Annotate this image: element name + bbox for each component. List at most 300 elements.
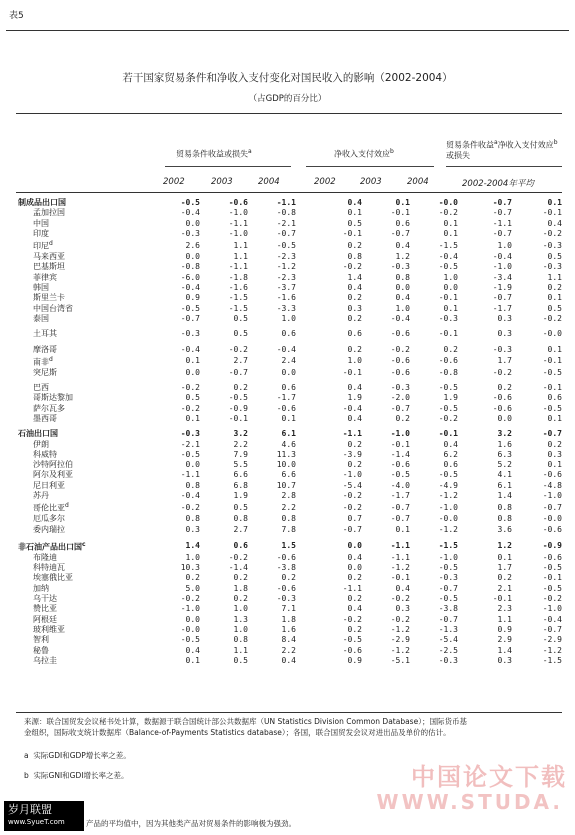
value-cell: 0.4 — [395, 240, 410, 250]
row-label-text: 突尼斯 — [33, 367, 57, 377]
row-label-text: 非石油产品出口国 — [18, 542, 82, 552]
row-label-text: 委内瑞拉 — [33, 524, 65, 534]
value-cell: 0.0 — [497, 413, 512, 423]
value-cell: -0.4 — [180, 208, 200, 218]
value-cell: -1.7 — [276, 393, 296, 403]
table-row — [16, 208, 562, 218]
value-cell: 0.6 — [281, 383, 296, 393]
row-label-text: 印度 — [33, 228, 49, 238]
value-cell: 1.0 — [281, 313, 296, 323]
value-cell: 1.3 — [233, 614, 248, 624]
footnote-mark: a — [494, 139, 498, 146]
row-label — [16, 615, 142, 625]
value-cell: 0.2 — [395, 413, 410, 423]
value-cell: -1.6 — [228, 283, 248, 293]
value-cell: -0.6 — [276, 403, 296, 413]
value-cell: 1.0 — [185, 552, 200, 562]
value-cell: 0.8 — [497, 514, 512, 524]
value-cell: -0.5 — [542, 563, 562, 573]
value-cell: 10.3 — [180, 563, 200, 573]
value-cell: 0.1 — [395, 198, 410, 207]
value-cell: 0.1 — [443, 303, 458, 313]
table-row — [16, 383, 562, 393]
top-divider — [6, 30, 569, 31]
value-cell: -0.7 — [390, 502, 410, 512]
value-cell: -0.7 — [542, 429, 562, 439]
value-cell: -0.5 — [342, 635, 362, 645]
value-cell: -1.0 — [228, 208, 248, 218]
value-cell: -5.1 — [390, 655, 410, 665]
value-cell: 0.1 — [547, 413, 562, 423]
table-row — [16, 553, 562, 563]
value-cell: -0.6 — [276, 552, 296, 562]
table-row — [16, 393, 562, 403]
value-cell: -0.5 — [542, 403, 562, 413]
value-cell: 0.3 — [497, 655, 512, 665]
row-label-text: 哥斯达黎加 — [33, 393, 73, 403]
table-row — [16, 239, 562, 252]
value-cell: -0.3 — [390, 383, 410, 393]
value-cell: 8.4 — [281, 635, 296, 645]
row-label — [16, 625, 142, 635]
row-label-text: 科威特 — [33, 449, 57, 459]
value-cell: 0.2 — [347, 439, 362, 449]
value-cell: -0.1 — [542, 356, 562, 366]
value-cell: -0.2 — [228, 344, 248, 354]
value-cell: -0.6 — [390, 460, 410, 470]
value-cell: -1.2 — [438, 491, 458, 501]
value-cell: -1.2 — [276, 262, 296, 272]
value-cell: 1.4 — [497, 645, 512, 655]
value-cell: -0.3 — [180, 429, 200, 439]
value-cell: -0.6 — [390, 329, 410, 339]
value-cell: -0.1 — [342, 367, 362, 377]
value-cell: 1.1 — [497, 614, 512, 624]
table-row — [16, 514, 562, 524]
row-label-text: 苏丹 — [33, 491, 49, 501]
value-cell: -0.5 — [438, 563, 458, 573]
value-cell: -0.2 — [390, 614, 410, 624]
value-cell: 0.2 — [185, 573, 200, 583]
value-cell: 1.0 — [395, 303, 410, 313]
value-cell: 2.7 — [233, 356, 248, 366]
table-row — [16, 273, 562, 283]
value-cell: -0.9 — [542, 541, 562, 551]
value-cell: 0.6 — [443, 460, 458, 470]
group-header-combined-label-3: 或损失 — [446, 150, 470, 160]
value-cell: 0.4 — [347, 552, 362, 562]
value-cell: -2.0 — [390, 393, 410, 403]
watermark-url: WWW.STUDA. — [376, 790, 563, 814]
table-row — [16, 656, 562, 666]
row-label — [16, 345, 142, 355]
section-row — [16, 540, 562, 553]
table-row — [16, 229, 562, 239]
value-cell: -1.4 — [228, 563, 248, 573]
row-label-text: 菲律宾 — [33, 272, 57, 282]
value-cell: 0.2 — [497, 383, 512, 393]
row-label-text: 中国 — [33, 218, 49, 228]
value-cell: -2.1 — [180, 439, 200, 449]
value-cell: 6.6 — [233, 470, 248, 480]
value-cell: -2.5 — [438, 645, 458, 655]
value-cell: -0.7 — [390, 228, 410, 238]
value-cell: 2.7 — [233, 524, 248, 534]
value-cell: 7.1 — [281, 604, 296, 614]
row-label-text: 孟加拉国 — [33, 208, 65, 218]
row-label — [16, 450, 142, 460]
year-header: 2002 — [314, 177, 336, 187]
value-cell: -0.7 — [438, 583, 458, 593]
value-cell: -1.3 — [438, 624, 458, 634]
value-cell: 2.8 — [281, 491, 296, 501]
row-label — [16, 481, 142, 491]
value-cell: -0.4 — [276, 344, 296, 354]
table-row — [16, 525, 562, 535]
value-cell: -0.6 — [276, 583, 296, 593]
value-cell: 0.1 — [281, 413, 296, 423]
value-cell: -0.5 — [180, 303, 200, 313]
group-header-net-income — [334, 147, 394, 160]
value-cell: -6.0 — [180, 272, 200, 282]
value-cell: -0.0 — [542, 329, 562, 339]
row-label-text: 南非 — [33, 357, 49, 367]
row-label — [16, 646, 142, 656]
value-cell: 0.9 — [347, 655, 362, 665]
value-cell: -1.0 — [342, 470, 362, 480]
value-cell: -0.0 — [438, 198, 458, 207]
table-row — [16, 440, 562, 450]
value-cell: -4.8 — [542, 480, 562, 490]
value-cell: 1.9 — [443, 393, 458, 403]
value-cell: -0.5 — [438, 470, 458, 480]
value-cell: -0.2 — [438, 208, 458, 218]
value-cell: -1.1 — [492, 218, 512, 228]
value-cell: -1.1 — [390, 552, 410, 562]
row-label — [16, 594, 142, 604]
value-cell: -0.1 — [390, 208, 410, 218]
value-cell: -0.4 — [180, 491, 200, 501]
value-cell: -0.9 — [228, 403, 248, 413]
value-cell: 1.1 — [233, 645, 248, 655]
value-cell: -0.6 — [390, 356, 410, 366]
value-cell: 0.4 — [347, 383, 362, 393]
value-cell: 7.9 — [233, 449, 248, 459]
value-cell: -0.8 — [276, 208, 296, 218]
value-cell: -0.4 — [180, 344, 200, 354]
footnote-b-mark: b — [24, 771, 29, 780]
value-cell: 0.0 — [185, 218, 200, 228]
value-cell: 1.0 — [233, 604, 248, 614]
value-cell: -0.4 — [390, 313, 410, 323]
value-cell: 0.2 — [347, 293, 362, 303]
year-header: 2004 — [258, 177, 280, 187]
value-cell: 5.2 — [497, 460, 512, 470]
value-cell: 1.6 — [497, 439, 512, 449]
value-cell: 1.7 — [497, 356, 512, 366]
year-header: 2003 — [360, 177, 382, 187]
row-label — [16, 604, 142, 614]
value-cell: 0.8 — [395, 272, 410, 282]
value-cell: -0.2 — [180, 383, 200, 393]
value-cell: 0.5 — [547, 303, 562, 313]
table-row — [16, 604, 562, 614]
value-cell: -1.2 — [390, 645, 410, 655]
value-cell: 4.1 — [497, 470, 512, 480]
value-cell: 4.6 — [281, 439, 296, 449]
value-cell: -0.5 — [390, 470, 410, 480]
value-cell: 0.1 — [547, 198, 562, 207]
footnote-mark: d — [49, 240, 53, 248]
brand-logo — [4, 801, 84, 831]
value-cell: -0.5 — [180, 449, 200, 459]
value-cell: -5.4 — [342, 480, 362, 490]
footnote-mark: b — [553, 139, 558, 146]
value-cell: 6.8 — [233, 480, 248, 490]
row-label — [16, 525, 142, 535]
table-row — [16, 481, 562, 491]
value-cell: -3.4 — [492, 272, 512, 282]
value-cell: -0.2 — [542, 594, 562, 604]
value-cell: -2.9 — [542, 635, 562, 645]
value-cell: -1.1 — [342, 429, 362, 439]
value-cell: -1.7 — [492, 303, 512, 313]
value-cell: -0.7 — [342, 524, 362, 534]
value-cell: 5.5 — [233, 460, 248, 470]
row-label-text: 萨尔瓦多 — [33, 403, 65, 413]
value-cell: 10.0 — [276, 460, 296, 470]
value-cell: -0.6 — [542, 524, 562, 534]
row-label — [16, 584, 142, 594]
value-cell: 0.3 — [547, 449, 562, 459]
value-cell: 0.2 — [347, 313, 362, 323]
value-cell: -1.8 — [228, 272, 248, 282]
table-row — [16, 584, 562, 594]
value-cell: -1.1 — [180, 470, 200, 480]
row-label-text: 伊朗 — [33, 439, 49, 449]
year-header: 2002 — [163, 177, 185, 187]
value-cell: -0.7 — [276, 228, 296, 238]
value-cell: 1.4 — [347, 272, 362, 282]
value-cell: -0.7 — [228, 367, 248, 377]
row-label-text: 沙特阿拉伯 — [33, 460, 73, 470]
value-cell: -0.0 — [542, 514, 562, 524]
value-cell: -4.0 — [390, 480, 410, 490]
value-cell: 0.4 — [347, 198, 362, 207]
table-row — [16, 646, 562, 656]
value-cell: -0.1 — [542, 573, 562, 583]
group-header-net-income-label: 净收入支付效应 — [334, 149, 390, 159]
value-cell: 0.2 — [547, 439, 562, 449]
value-cell: 0.9 — [497, 624, 512, 634]
footnote-c: 产品的平均值中，因为其他类产品对贸易条件的影响极为强劲。 — [86, 819, 296, 828]
value-cell: -0.5 — [276, 240, 296, 250]
row-label — [16, 304, 142, 314]
row-label — [16, 429, 142, 439]
table-row — [16, 625, 562, 635]
value-cell: -0.2 — [390, 344, 410, 354]
value-cell: 2.4 — [281, 356, 296, 366]
table-number-label: 表5 — [9, 11, 24, 21]
value-cell: 0.1 — [443, 218, 458, 228]
table-row — [16, 491, 562, 501]
value-cell: 0.2 — [233, 383, 248, 393]
value-cell: 1.2 — [497, 541, 512, 551]
value-cell: 0.9 — [185, 293, 200, 303]
row-label-text: 乌干达 — [33, 594, 57, 604]
value-cell: 6.1 — [281, 429, 296, 439]
value-cell: 0.5 — [185, 393, 200, 403]
row-label-text: 斯里兰卡 — [33, 293, 65, 303]
value-cell: -1.2 — [438, 524, 458, 534]
row-label — [16, 293, 142, 303]
value-cell: -0.5 — [542, 367, 562, 377]
value-cell: 0.6 — [547, 393, 562, 403]
value-cell: -0.0 — [438, 514, 458, 524]
row-label-text: 秘鲁 — [33, 645, 49, 655]
row-label — [16, 239, 142, 252]
group-header-combined-label-1: 贸易条件收益 — [446, 140, 494, 150]
section-row — [16, 429, 562, 439]
value-cell: -1.9 — [492, 283, 512, 293]
row-label — [16, 273, 142, 283]
value-cell: 0.8 — [347, 252, 362, 262]
value-cell: 2.9 — [497, 635, 512, 645]
row-label — [16, 198, 142, 208]
row-label — [16, 440, 142, 450]
group-rule-1 — [165, 166, 291, 167]
value-cell: 1.9 — [233, 491, 248, 501]
row-label-text: 土耳其 — [33, 329, 57, 339]
value-cell: -1.1 — [390, 541, 410, 551]
value-cell: -0.2 — [390, 594, 410, 604]
value-cell: 0.4 — [281, 655, 296, 665]
row-label — [16, 501, 142, 514]
row-label-text: 阿尔及利亚 — [33, 470, 73, 480]
value-cell: 0.1 — [185, 655, 200, 665]
value-cell: -3.9 — [342, 449, 362, 459]
value-cell: 0.2 — [347, 240, 362, 250]
row-label-text: 哥伦比亚 — [33, 503, 65, 513]
value-cell: 0.3 — [347, 303, 362, 313]
value-cell: -0.1 — [492, 594, 512, 604]
value-cell: 0.1 — [395, 524, 410, 534]
table-subtitle: （占GDP的百分比） — [248, 94, 327, 104]
value-cell: -0.6 — [542, 470, 562, 480]
row-label — [16, 314, 142, 324]
value-cell: -1.5 — [542, 655, 562, 665]
row-label — [16, 656, 142, 666]
value-cell: -0.1 — [390, 439, 410, 449]
row-label — [16, 252, 142, 262]
value-cell: -0.7 — [390, 403, 410, 413]
value-cell: -0.6 — [492, 393, 512, 403]
row-label — [16, 553, 142, 563]
value-cell: 0.0 — [443, 283, 458, 293]
value-cell: -0.3 — [180, 228, 200, 238]
value-cell: -4.9 — [438, 480, 458, 490]
value-cell: -0.5 — [228, 393, 248, 403]
value-cell: 0.3 — [185, 524, 200, 534]
value-cell: -0.3 — [276, 594, 296, 604]
value-cell: 3.2 — [233, 429, 248, 439]
value-cell: 0.2 — [347, 624, 362, 634]
value-cell: 0.4 — [347, 283, 362, 293]
value-cell: 3.6 — [497, 524, 512, 534]
source-note — [24, 716, 554, 738]
table-row — [16, 404, 562, 414]
row-label — [16, 368, 142, 378]
value-cell: -0.3 — [438, 313, 458, 323]
value-cell: -0.3 — [180, 329, 200, 339]
value-cell: -0.2 — [180, 594, 200, 604]
table-row — [16, 314, 562, 324]
table-row — [16, 615, 562, 625]
value-cell: 0.4 — [185, 645, 200, 655]
brand-name: 岁月联盟 — [8, 803, 52, 816]
value-cell: -0.2 — [342, 502, 362, 512]
table-row — [16, 470, 562, 480]
row-label-text: 乌拉圭 — [33, 655, 57, 665]
value-cell: 0.2 — [281, 573, 296, 583]
table-row — [16, 594, 562, 604]
value-cell: -0.2 — [542, 228, 562, 238]
value-cell: 7.8 — [281, 524, 296, 534]
row-label-text: 墨西哥 — [33, 413, 57, 423]
value-cell: 1.8 — [281, 614, 296, 624]
value-cell: -0.2 — [342, 614, 362, 624]
value-cell: 0.0 — [347, 541, 362, 551]
value-cell: -0.7 — [542, 502, 562, 512]
value-cell: -0.2 — [542, 313, 562, 323]
value-cell: 0.0 — [185, 614, 200, 624]
value-cell: 1.0 — [497, 240, 512, 250]
value-cell: 0.8 — [185, 514, 200, 524]
group-header-combined-label-2: 净收入支付效应 — [497, 140, 554, 150]
value-cell: -0.2 — [180, 502, 200, 512]
value-cell: -0.7 — [492, 293, 512, 303]
value-cell: 0.5 — [233, 313, 248, 323]
value-cell: -0.7 — [180, 313, 200, 323]
value-cell: -0.5 — [180, 635, 200, 645]
value-cell: -3.8 — [276, 563, 296, 573]
value-cell: 0.2 — [347, 460, 362, 470]
value-cell: -1.1 — [342, 583, 362, 593]
value-cell: 0.1 — [547, 344, 562, 354]
value-cell: 1.0 — [443, 272, 458, 282]
value-cell: 0.5 — [547, 252, 562, 262]
value-cell: 0.4 — [547, 218, 562, 228]
value-cell: -0.1 — [542, 383, 562, 393]
row-label-text: 智利 — [33, 635, 49, 645]
row-label-text: 石油出口国 — [18, 429, 58, 439]
row-label — [16, 329, 142, 339]
value-cell: -0.6 — [342, 645, 362, 655]
data-table — [16, 198, 562, 666]
brand-url: www.SyueT.com — [8, 818, 65, 826]
table-bottom-rule — [16, 712, 562, 713]
value-cell: 0.0 — [395, 283, 410, 293]
value-cell: 0.1 — [347, 208, 362, 218]
value-cell: -0.4 — [438, 252, 458, 262]
row-label — [16, 208, 142, 218]
value-cell: -0.8 — [180, 262, 200, 272]
value-cell: 0.6 — [347, 329, 362, 339]
value-cell: 0.3 — [395, 604, 410, 614]
value-cell: -0.3 — [438, 655, 458, 665]
value-cell: 2.2 — [281, 645, 296, 655]
row-label-text: 韩国 — [33, 283, 49, 293]
